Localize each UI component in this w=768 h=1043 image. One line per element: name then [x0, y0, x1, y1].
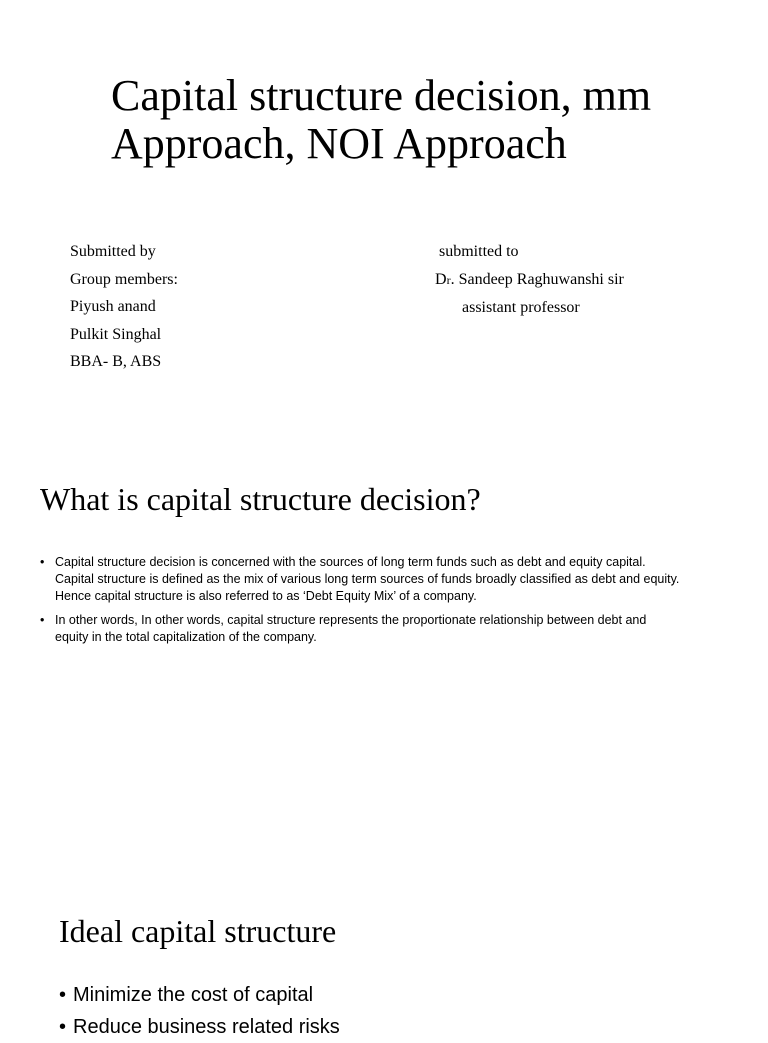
bullet-text: Capital structure decision is concerned with the sources of long term funds such as debt and equity capital. Capital structure is defined as the mix of various long term sources of funds broadly classified as debt and equity. Hence capital structure is also referred to as ‘Debt Equity Mix’ of a company. — [55, 555, 680, 603]
professor-title-suffix: r — [446, 272, 451, 287]
member-name: Piyush anand — [70, 298, 156, 315]
member-name: Pulkit Singhal — [70, 325, 162, 343]
bullet-item — [40, 612, 680, 646]
definition-slide — [0, 455, 768, 885]
bullet-list — [40, 554, 680, 653]
bullet-icon: • — [59, 1016, 67, 1038]
professor-designation: assistant professor — [462, 299, 580, 316]
title-slide — [0, 0, 768, 455]
submitted-by-block — [70, 238, 178, 376]
slide-title: Ideal capital structure — [59, 913, 337, 949]
ideal-structure-slide — [0, 885, 768, 1038]
submitted-by-label: Submitted by — [70, 243, 156, 260]
submitted-to-block — [435, 238, 624, 322]
bullet-text: In other words, In other words, capital structure represents the proportionate relationship between debt and equity in the total capitalization of the company. — [55, 613, 647, 644]
bullet-text: Minimize the cost of capital — [73, 984, 314, 1006]
bullet-item — [40, 554, 680, 605]
bullet-icon: • — [59, 984, 67, 1006]
bullet-item — [59, 1011, 340, 1043]
bullet-item — [59, 979, 340, 1011]
submitted-to-label: submitted to — [439, 243, 519, 260]
presentation-title: Capital structure decision, mm Approach, NOI Approach — [111, 71, 652, 168]
professor-name-rest: . Sandeep Raghuwanshi sir — [450, 270, 624, 288]
bullet-icon: • — [40, 555, 45, 569]
slide-title: What is capital structure decision? — [40, 481, 481, 517]
bullet-icon: • — [40, 613, 45, 627]
bullet-text: Reduce business related risks — [73, 1016, 340, 1038]
group-members-label: Group members: — [70, 270, 178, 288]
class-section: BBA- B, ABS — [70, 353, 162, 370]
professor-name — [435, 266, 624, 295]
professor-title-prefix: D — [435, 270, 447, 288]
bullet-list — [59, 979, 340, 1043]
